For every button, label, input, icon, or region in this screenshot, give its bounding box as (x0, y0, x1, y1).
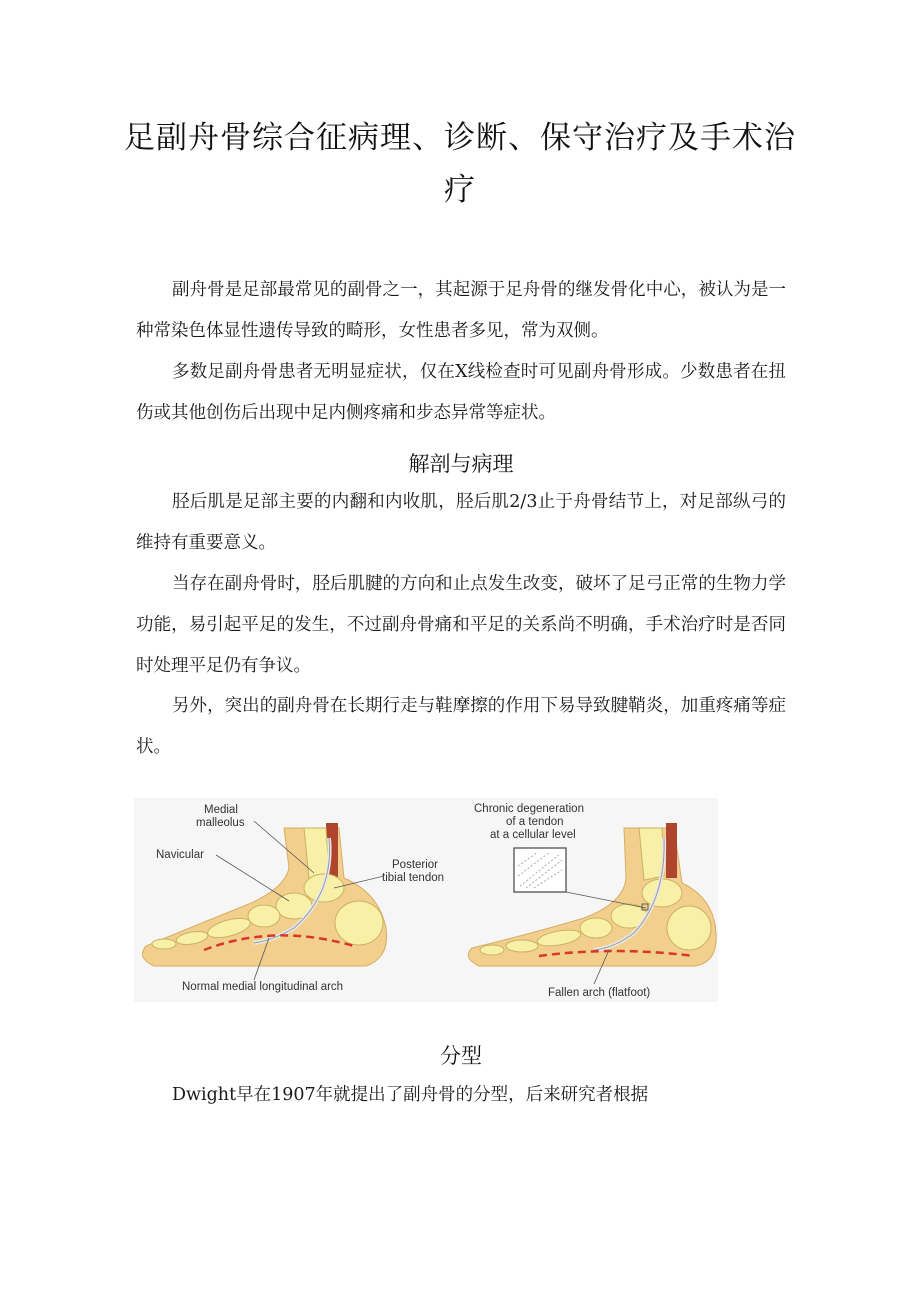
paragraph-intro: 副舟骨是足部最常见的副骨之一，其起源于足舟骨的继发骨化中心，被认为是一种常染色体显性遗传导致的畸形，女性患者多见，常为双侧。 (136, 280, 786, 341)
label-posterior-1: Posterior (392, 859, 439, 871)
paragraph-anatomy: 胫后肌是足部主要的内翻和内收肌，胫后肌2/3止于舟骨结节上，对足部纵弓的维持有重要意义。 (136, 492, 786, 553)
section-heading-classification: 分型 (440, 1044, 482, 1068)
label-chronic-2: of a tendon (506, 816, 564, 828)
label-navicular: Navicular (156, 849, 204, 861)
label-medial-malleolus-1: Medial (204, 804, 238, 816)
label-posterior-2: tibial tendon (382, 872, 445, 884)
label-medial-malleolus-2: malleolus (196, 817, 245, 829)
paragraph-classification: Dwight早在1907年就提出了副舟骨的分型，后来研究者根据 (172, 1085, 649, 1105)
label-chronic-1: Chronic degeneration (474, 803, 584, 815)
label-normal-arch: Normal medial longitudinal arch (182, 981, 344, 993)
section-heading-anatomy: 解剖与病理 (408, 452, 514, 476)
label-chronic-3: at a cellular level (490, 829, 576, 841)
label-fallen-arch: Fallen arch (flatfoot) (548, 987, 651, 999)
paragraph-tenosynovitis: 另外，突出的副舟骨在长期行走与鞋摩擦的作用下易导致腱鞘炎，加重疼痛等症状。 (136, 696, 786, 757)
document-title: 足副舟骨综合征病理、诊断、保守治疗及手术治疗 (124, 120, 796, 208)
paragraph-symptoms: 多数足副舟骨患者无明显症状，仅在X线检查时可见副舟骨形成。少数患者在扭伤或其他创伤后出现中足内侧疼痛和步态异常等症状。 (136, 362, 786, 423)
foot-arch-illustration (134, 798, 718, 1002)
paragraph-pathology: 当存在副舟骨时，胫后肌腱的方向和止点发生改变，破坏了足弓正常的生物力学功能，易引起平足的发生，不过副舟骨痛和平足的关系尚不明确，手术治疗时是否同时处理平足仍有争议。 (136, 574, 786, 676)
